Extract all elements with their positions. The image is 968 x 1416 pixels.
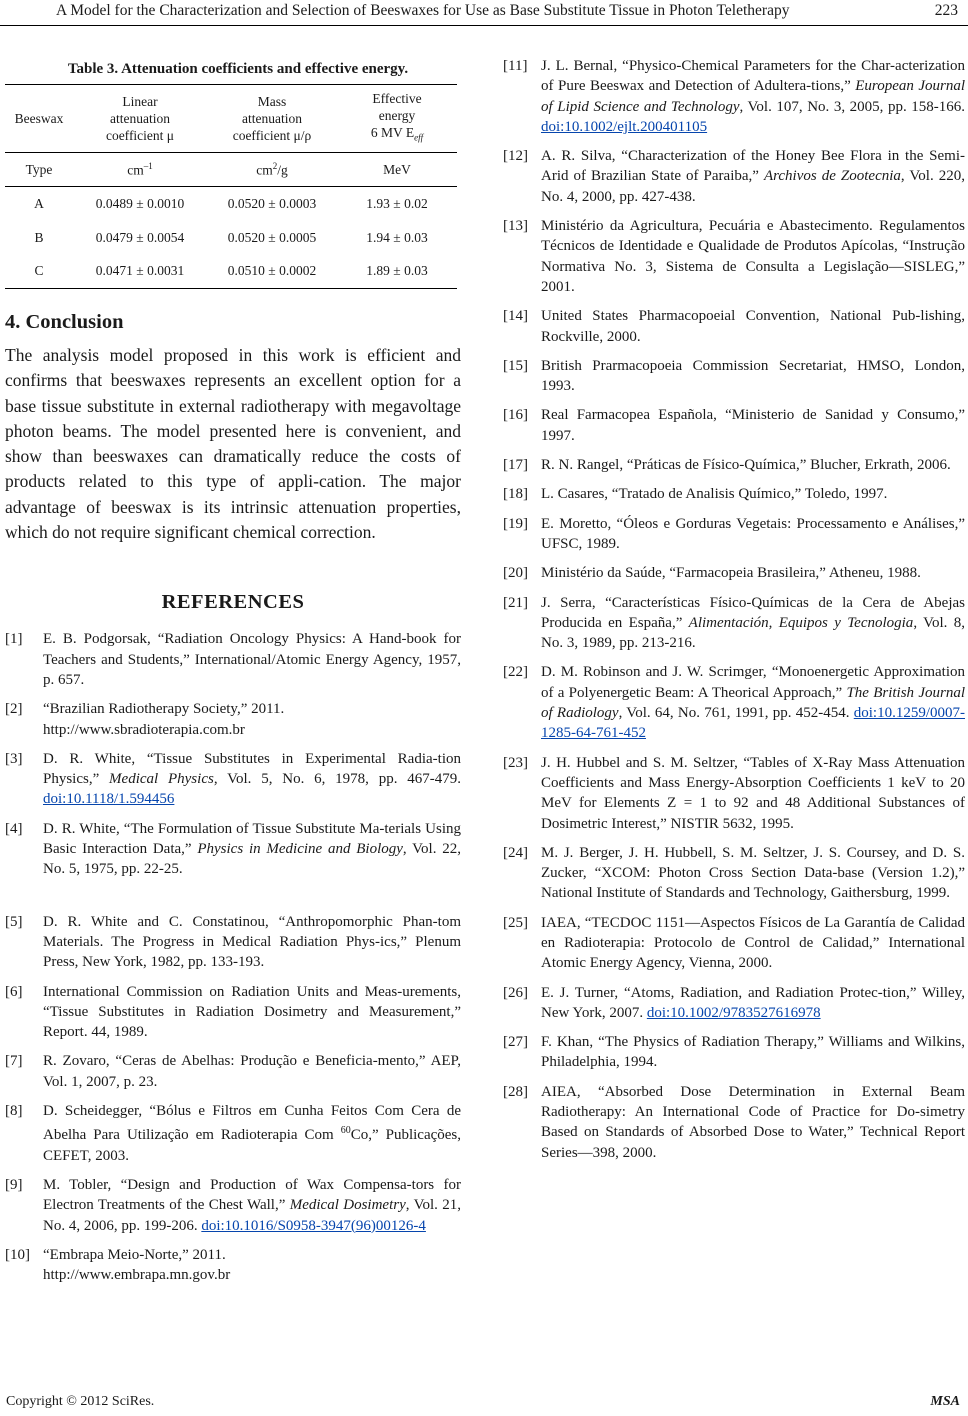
- reference-text: L. Casares, “Tratado de Analisis Químico,” Toledo, 1997.: [541, 486, 888, 503]
- reference-item: [503, 306, 965, 347]
- reference-item: [503, 563, 965, 583]
- reference-text: Real Farmacopea Española, “Ministerio de Sanidad y Consumo,” 1997.: [541, 407, 965, 444]
- reference-text: R. N. Rangel, “Práticas de Físico-Química,” Blucher, Erkrath, 2006.: [541, 457, 951, 474]
- reference-number: [5]: [5, 913, 23, 930]
- doi-link[interactable]: doi:10.1118/1.594456: [43, 791, 175, 808]
- reference-text: United States Pharmacopoeial Convention, National Pub-lishing, Rockville, 2000.: [541, 308, 965, 345]
- reference-number: [18]: [503, 486, 528, 503]
- copyright-notice: Copyright © 2012 SciRes.: [6, 1394, 155, 1409]
- reference-item: [503, 913, 965, 974]
- references-list-left: [5, 629, 461, 1285]
- reference-number: [11]: [503, 58, 528, 74]
- unit-type: Type: [5, 153, 73, 187]
- reference-item: [503, 983, 965, 1024]
- reference-text: D. Scheidegger, “Bólus e Filtros em Cunha Feitos Com Cera de Abelha Para Utilização em Radioterapia Com $^{60}$Co,” Publicações, CEFET, 2003.: [43, 1103, 462, 1164]
- reference-text: A. R. Silva, “Characterization of the Honey Bee Flora in the Semi-Arid of Brazilian State of Paraiba,” Archivos de Zootecnia, Vol. 220, No. 4, 2000, pp. 427-438.: [541, 148, 965, 205]
- reference-number: [2]: [5, 701, 23, 718]
- reference-number: [22]: [503, 664, 528, 681]
- reference-item: [5, 982, 461, 1043]
- reference-item: [503, 1032, 965, 1073]
- reference-number: [19]: [503, 515, 528, 532]
- attenuation-table: [5, 84, 457, 289]
- table-row: A 0.0489 ± 0.0010 0.0520 ± 0.0003 1.93 ± 0.02: [34, 195, 428, 211]
- reference-item: [503, 216, 965, 297]
- reference-number: [21]: [503, 594, 528, 611]
- reference-text: R. Zovaro, “Ceras de Abelhas: Produção e Beneficia-mento,” AEP, Vol. 1, 2007, p. 23.: [43, 1053, 461, 1090]
- reference-text: IAEA, “TECDOC 1151—Aspectos Físicos de La Garantía de Calidad en Radioterapia: Protocolo de Control de Calidad,” International Atomic Energy Agency, Vienna, 2000.: [541, 914, 965, 972]
- col-header-linear: Linear attenuation coefficient μ: [73, 85, 207, 153]
- reference-text: E. B. Podgorsak, “Radiation Oncology Physics: A Hand-book for Teachers and Students,” International/Atomic Energy Agency, 1957, p. 657.: [43, 631, 461, 688]
- reference-text: “Embrapa Meio-Norte,” 2011. http://www.embrapa.mn.gov.br: [43, 1246, 231, 1284]
- reference-text: D. R. White and C. Constatinou, “Anthropomorphic Phan-tom Materials. The Progress in Medical Radiation Phys-ics,” Plenum Press, New York, 1982, pp. 133-193.: [43, 913, 461, 971]
- right-column: [503, 56, 965, 1163]
- reference-number: [26]: [503, 984, 528, 1001]
- references-list-right: [503, 56, 965, 1163]
- reference-number: [15]: [503, 357, 528, 374]
- col-header-effective-energy: Effective energy 6 MV $E_{eff}$: [337, 85, 457, 153]
- reference-item: [503, 146, 965, 207]
- references-heading: REFERENCES: [161, 591, 305, 614]
- reference-number: [1]: [5, 631, 23, 648]
- reference-item: [5, 1051, 461, 1092]
- table-caption: Table 3. Attenuation coefficients and effective energy.: [67, 61, 409, 77]
- reference-text: J. H. Hubbel and S. M. Seltzer, “Tables of X-Ray Mass Attenuation Coefficients and Mass Energy-Absorption Coefficients 1 keV to 20 MeV for Elements Z = 1 to 92 and 48 Additional Substances of Dosimetric Interest,” NISTIR 5632, 1995.: [541, 754, 965, 832]
- reference-text: M. Tobler, “Design and Production of Wax Compensa-tors for Electron Treatments of the Chest Wall,” Medical Dosimetry, Vol. 21, No. 4, 2006, pp. 199-206. doi:10.1016/S0958-3947(96)00126-4: [43, 1176, 462, 1234]
- reference-item: [503, 455, 965, 475]
- reference-text: D. M. Robinson and J. W. Scrimger, “Monoenergetic Approximation of a Polyenergetic Beam: A Theorical Approach,” The British Journal of Radiology, Vol. 64, No. 761, 1991, pp. 452-454. doi:10.1259/0007-1285-64-761-452: [541, 664, 965, 742]
- reference-text: E. J. Turner, “Atoms, Radiation, and Radiation Protec-tion,” Willey, New York, 2007. doi:10.1002/9783527616978: [541, 984, 965, 1021]
- journal-abbreviation: MSA: [930, 1394, 960, 1409]
- reference-number: [28]: [503, 1083, 528, 1100]
- table-header-row: [5, 85, 457, 153]
- reference-number: [17]: [503, 457, 528, 474]
- reference-number: [3]: [5, 750, 23, 767]
- reference-number: [14]: [503, 308, 528, 325]
- unit-linear: $cm^{-1}$: [73, 153, 207, 187]
- reference-text: “Brazilian Radiotherapy Society,” 2011. http://www.sbradioterapia.com.br: [43, 701, 285, 738]
- reference-item: [5, 699, 461, 740]
- table-row: C 0.0471 ± 0.0031 0.0510 ± 0.0002 1.89 ± 0.03: [5, 255, 457, 289]
- reference-number: [13]: [503, 218, 528, 235]
- reference-item: [503, 56, 965, 137]
- reference-number: [4]: [5, 820, 23, 837]
- reference-number: [24]: [503, 844, 528, 861]
- reference-item: [503, 753, 965, 834]
- reference-item: [503, 662, 965, 743]
- doi-link[interactable]: doi:10.1259/0007-1285-64-761-452: [541, 705, 965, 742]
- reference-text: J. Serra, “Características Físico-Químicas de la Cera de Abejas Producida en España,” Alimentación, Equipos y Tecnologia, Vol. 8, No. 3, 1989, pp. 213-216.: [541, 594, 966, 652]
- reference-item: [503, 405, 965, 446]
- reference-item: [5, 1101, 461, 1166]
- doi-link[interactable]: doi:10.1002/9783527616978: [646, 1004, 821, 1021]
- reference-item: [5, 1245, 461, 1286]
- reference-text: D. R. White, “The Formulation of Tissue Substitute Ma-terials Using Basic Interaction Data,” Physics in Medicine and Biology, Vol. 22, No. 5, 1975, pp. 22-25.: [43, 820, 462, 878]
- reference-item: [5, 749, 461, 810]
- table-row: B 0.0479 ± 0.0054 0.0520 ± 0.0005 1.94 ± 0.03: [34, 229, 428, 245]
- reference-text: Ministério da Agricultura, Pecuária e Abastecimento. Regulamentos Técnicos de Identidade e Qualidade de Produtos Apícolas, “Instrução Normativa No. 3, Sistema de Consulta a Legislação—SISLEG,” 2001.: [541, 218, 965, 295]
- reference-item: [5, 1175, 461, 1236]
- doi-link[interactable]: doi:10.1002/ejlt.200401105: [541, 118, 708, 135]
- left-column: [5, 54, 461, 1285]
- unit-energy: MeV: [337, 153, 457, 187]
- reference-text: F. Khan, “The Physics of Radiation Therapy,” Williams and Wilkins, Philadelphia, 1994.: [541, 1034, 965, 1071]
- conclusion-heading: 4. Conclusion: [5, 311, 124, 333]
- reference-item: [5, 629, 461, 690]
- reference-text: D. R. White, “Tissue Substitutes in Experimental Radia-tion Physics,” Medical Physics, Vol. 5, No. 6, 1978, pp. 467-479. doi:10.1118/1.594456: [43, 750, 462, 808]
- reference-number: [20]: [503, 565, 528, 582]
- reference-number: [16]: [503, 407, 528, 424]
- reference-number: [27]: [503, 1034, 528, 1051]
- reference-number: [12]: [503, 148, 528, 165]
- reference-item: [503, 514, 965, 555]
- reference-number: [6]: [5, 983, 23, 1000]
- unit-mass: $cm^2/g$: [207, 153, 337, 187]
- reference-item: [503, 356, 965, 397]
- reference-item: [503, 593, 965, 654]
- conclusion-body: The analysis model proposed in this work is efficient and confirms that beeswaxes represents an excellent option for a base tissue substitute in external radiotherapy with megavoltage photon beams. The model presented here is convenient, and show than beeswaxes can dramatically reduce the costs of products related to this type of appli-cation. The major advantage of beeswax is its intrinsic attenuation properties, which do not require significant chemical correction.: [5, 345, 461, 543]
- reference-text: J. L. Bernal, “Physico-Chemical Parameters for the Char-acterization of Pure Beeswax and Detection of Adultera-tions,” European Journal of Lipid Science and Technology, Vol. 107, No. 3, 2005, pp. 158-166. doi:10.1002/ejlt.200401105: [541, 58, 966, 135]
- running-title: A Model for the Characterization and Selection of Beeswaxes for Use as Base Substitute Tissue in Photon Teletherapy: [56, 2, 790, 19]
- table-units-row: [5, 153, 457, 187]
- reference-number: [8]: [5, 1103, 23, 1120]
- col-header-mass: Mass attenuation coefficient μ/ρ: [207, 85, 337, 153]
- col-header-beeswax: Beeswax: [5, 85, 73, 153]
- reference-item: [503, 484, 965, 504]
- reference-number: [7]: [5, 1053, 23, 1070]
- reference-text: AIEA, “Absorbed Dose Determination in External Beam Radiotherapy: An International Code of Practice for Do-simetry Based on Standards of Absorbed Dose to Water,” Technical Report Series—398, 2000.: [541, 1083, 965, 1161]
- reference-text: M. J. Berger, J. H. Hubbell, S. M. Seltzer, J. S. Coursey, and D. S. Zucker, “XCOM: Photon Cross Section Data-base (Version 1.2),” National Institute of Standards and Technology, Gaithersburg, 1999.: [541, 844, 965, 902]
- page-number: 223: [934, 2, 958, 19]
- doi-link[interactable]: doi:10.1016/S0958-3947(96)00126-4: [201, 1217, 426, 1234]
- reference-text: International Commission on Radiation Units and Meas-urements, “Tissue Substitutes in Radiation Dosimetry and Measurement,” Report. 44, 1989.: [43, 983, 461, 1041]
- reference-text: E. Moretto, “Óleos e Gorduras Vegetais: Processamento e Análises,” UFSC, 1989.: [541, 515, 965, 552]
- running-head: [0, 0, 968, 26]
- reference-text: Ministério da Saúde, “Farmacopeia Brasileira,” Atheneu, 1988.: [541, 565, 921, 582]
- reference-number: [9]: [5, 1176, 23, 1193]
- reference-item: [503, 843, 965, 904]
- reference-item: [5, 819, 461, 880]
- reference-item: [503, 1082, 965, 1163]
- reference-item: [5, 912, 461, 973]
- reference-number: [23]: [503, 754, 528, 771]
- reference-number: [25]: [503, 914, 528, 931]
- reference-text: British Prarmacopoeia Commission Secretariat, HMSO, London, 1993.: [541, 357, 965, 395]
- reference-number: [10]: [5, 1246, 30, 1263]
